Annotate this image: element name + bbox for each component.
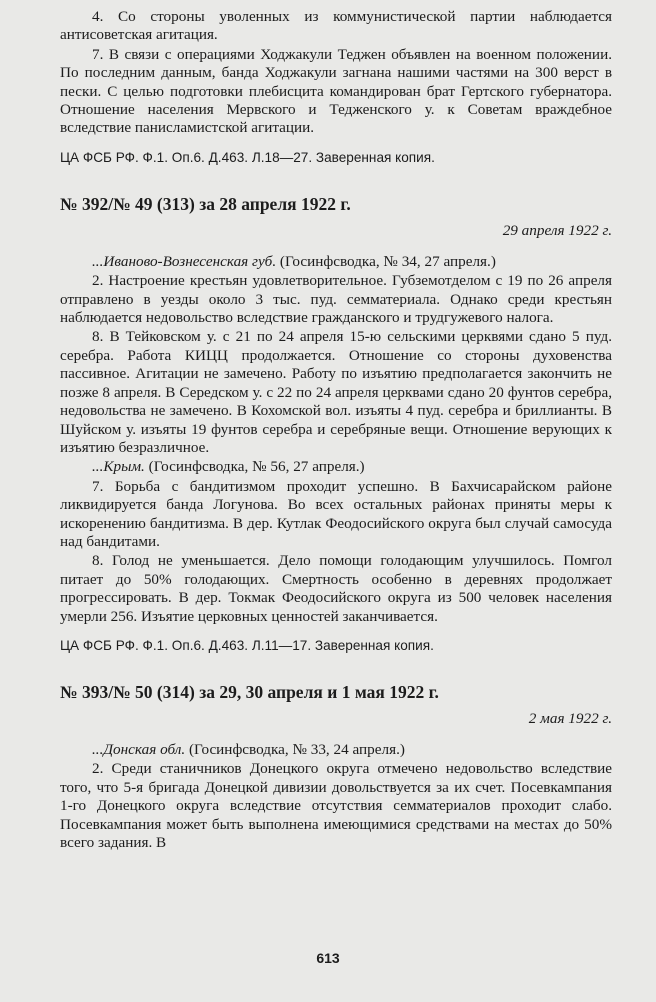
document-heading: № 393/№ 50 (314) за 29, 30 апреля и 1 мая 1922 г. xyxy=(60,681,439,702)
region-source: (Госинфсводка, № 56, 27 апреля.) xyxy=(144,458,365,476)
paragraph: 7. Борьба с бандитизмом проходит успешно. В Бахчисарайском районе ликвидируется банда Логунова. Во всех остальных районах приняты меры к искоренению бандитизма. В дер. Кутлак Феодосийского округа был случай самосуда над бандитами. xyxy=(60,477,612,550)
region-source: (Госинфсводка, № 33, 24 апреля.) xyxy=(185,740,405,758)
region-line xyxy=(60,253,612,271)
region-name: ...Крым. xyxy=(92,458,145,476)
region-source: (Госинфсводка, № 34, 27 апреля.) xyxy=(276,252,496,270)
paragraph: 4. Со стороны уволенных из коммунистической партии наблюдается антисоветская агитация. xyxy=(60,8,612,44)
document-heading: № 392/№ 49 (313) за 28 апреля 1922 г. xyxy=(60,193,351,214)
archive-source: ЦА ФСБ РФ. Ф.1. Оп.6. Д.463. Л.18—27. Заверенная копия. xyxy=(60,149,435,165)
paragraph: 2. Среди станичников Донецкого округа отмечено недовольство вследствие того, что 5-я бригада Донецкой дивизии довольствуется за их счет. Посевкампания 1-го Донецкого округа вследствие отсутствия семматериалов проходит слабо. Посевкампания может быть выполнена имеющимися средствами на местах до 50% всего задания. В xyxy=(60,760,612,851)
paragraph: 8. В Тейковском у. с 21 по 24 апреля 15-ю сельскими церквями сдано 5 пуд. серебра. Работа КИЦЦ продолжается. Отношение со стороны духовенства пассивное. Агитации не замечено. Работу по изъятию предполагается закончить не позже 8 апреля. В Середском у. с 22 по 24 апреля церквами сдано 20 фунтов серебра, недовольства не замечено. В Кохомской вол. изъяты 4 пуд. серебра и бриллианты. В Шуйском у. изъяты 19 фунтов серебра и серебряные вещи. Отношение верующих к изъятию безразличное. xyxy=(60,328,612,456)
region-name: ...Иваново-Вознесенская губ. xyxy=(92,252,277,270)
region-line xyxy=(60,458,612,476)
document-date: 2 мая 1922 г. xyxy=(528,709,612,727)
region-name: ...Донская обл. xyxy=(92,740,186,758)
region-line xyxy=(60,741,612,759)
page-number: 613 xyxy=(316,950,340,966)
paragraph: 7. В связи с операциями Ходжакули Теджен объявлен на военном положении. По последним данным, банда Ходжакули загнана нашими частями на 300 верст в пески. С целью подготовки плебисцита командирован брат Гертского губернатора. Отношение населения Мервского и Тедженского у. к Советам враждебное вследствие панисламистской агитации. xyxy=(60,45,612,137)
document-date: 29 апреля 1922 г. xyxy=(502,221,612,239)
archive-source: ЦА ФСБ РФ. Ф.1. Оп.6. Д.463. Л.11—17. Заверенная копия. xyxy=(60,637,434,653)
paragraph: 2. Настроение крестьян удовлетворительное. Губземотделом с 19 по 26 апреля отправлено в уезды около 3 тыс. пуд. семматериала. Однако среди крестьян наблюдается недовольство вследствие гражданского и трудгужевого налога. xyxy=(60,272,612,327)
text-column xyxy=(60,8,612,852)
paragraph: 8. Голод не уменьшается. Дело помощи голодающим улучшилось. Помгол питает до 50% голодающих. Смертность особенно в деревнях продолжает прогрессировать. В дер. Токмак Феодосийского округа из 500 человек населения умерли 256. Изъятие церковных ценностей заканчивается. xyxy=(60,552,612,625)
